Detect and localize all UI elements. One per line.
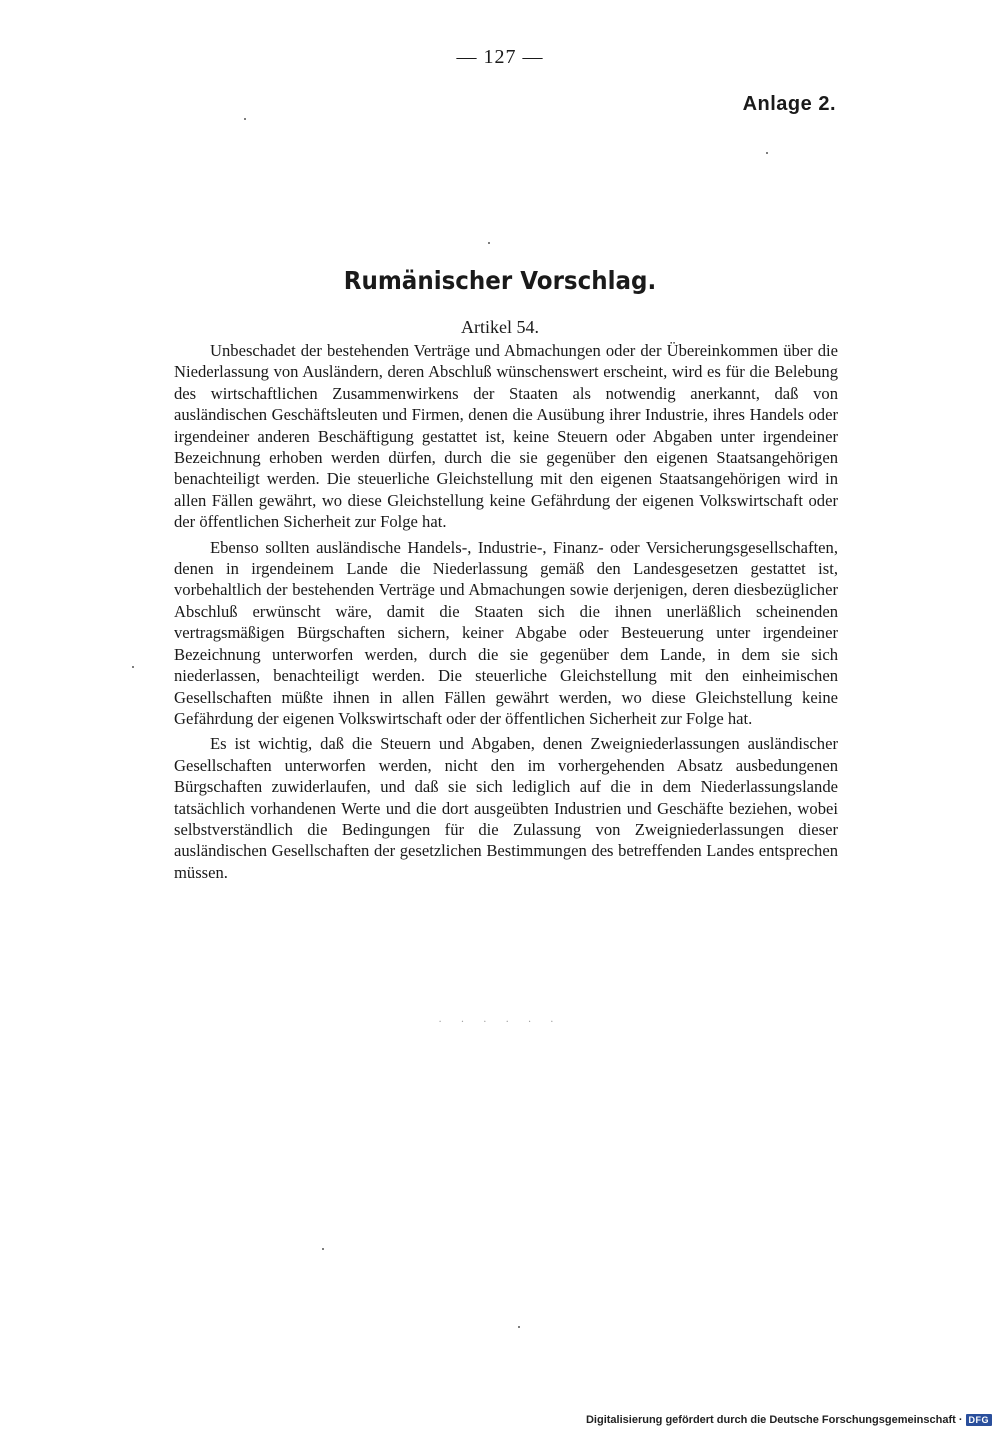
article-heading: Artikel 54.	[461, 317, 539, 337]
document-title: Rumänischer Vorschlag.	[343, 266, 657, 295]
scan-speck	[488, 242, 490, 244]
footer-text: Digitalisierung gefördert durch die Deutsche Forschungsgemeinschaft ·	[585, 1414, 963, 1426]
scan-speck	[132, 666, 134, 668]
paragraph-2: Ebenso sollten ausländische Handels-, Industrie-, Finanz- oder Versicherungsgesellschaften, denen in irgendeinem Lande die Niederlassung gemäß den Landesgesetzen gestattet ist, vorbehaltlich der bestehenden Verträge und Abmachungen sowie derjenigen, deren diesbezüglicher Abschluß erwünscht wäre, damit die Staaten sich die ihnen unerläßlich scheinenden vertragsmäßigen Bürgschaften sichern, keiner Abgabe oder Besteuerung unter irgendeiner Bezeichnung unterworfen werden, durch die sie gegenüber dem Lande, in dem sie sich niederlassen, benachteiligt werden. Die steuerliche Gleichstellung mit den einheimischen Gesellschaften müßte ihnen in allen Fällen gewährt werden, wo diese Gleichstellung keine Gefährdung der eigenen Volkswirtschaft oder der öffentlichen Sicherheit zur Folge hat.	[174, 537, 838, 728]
article-body	[174, 340, 838, 887]
paragraph-1: Unbeschadet der bestehenden Verträge und Abmachungen oder der Übereinkommen über die Niederlassung von Ausländern, deren Abschluß wünschenswert erscheint, wird es für die Belebung des wirtschaftlichen Zusammenwirkens der Staaten als notwendig anerkannt, daß von ausländischen Geschäftsleuten und Firmen, denen die Ausübung ihrer Industrie, ihres Handels oder irgendeiner anderen Beschäftigung gestattet ist, keine Steuern oder Abgaben unter irgendeiner Bezeichnung erhoben werden dürfen, durch die sie gegenüber den eigenen Staatsangehörigen benachteiligt werden. Die steuerliche Gleichstellung mit den eigenen Staatsangehörigen wird in allen Fällen gewährt, wo diese Gleichstellung keine Gefährdung der eigenen Volkswirtschaft oder der öffentlichen Sicherheit zur Folge hat.	[174, 341, 838, 532]
annex-label: Anlage 2.	[742, 93, 836, 115]
separator-dots: . . . . . .	[438, 1014, 562, 1025]
scan-speck	[518, 1326, 520, 1328]
scan-speck	[322, 1248, 324, 1250]
paragraph-3: Es ist wichtig, daß die Steuern und Abgaben, denen Zweigniederlassungen ausländischer Gesellschaften unterworfen werden, nicht den im vorhergehenden Absatz ausbedungenen Bürgschaften zuwiderlaufen, und daß sie sich lediglich auf die in dem Niederlassungslande tatsächlich vorhandenen Werte und die dort ausgeübten Industrien und Geschäfte beziehen, wobei selbstverständlich die Bedingungen für die Zulassung von Zweigniederlassungen dieser ausländischen Gesellschaften der gesetzlichen Bestimmungen des betreffenden Landes entsprechen müssen.	[174, 734, 838, 882]
digitization-footer	[586, 1414, 992, 1426]
scan-speck	[766, 152, 768, 154]
scan-speck	[244, 118, 246, 120]
page-number: — 127 —	[456, 46, 544, 68]
dfg-logo-icon: DFG	[966, 1414, 993, 1426]
